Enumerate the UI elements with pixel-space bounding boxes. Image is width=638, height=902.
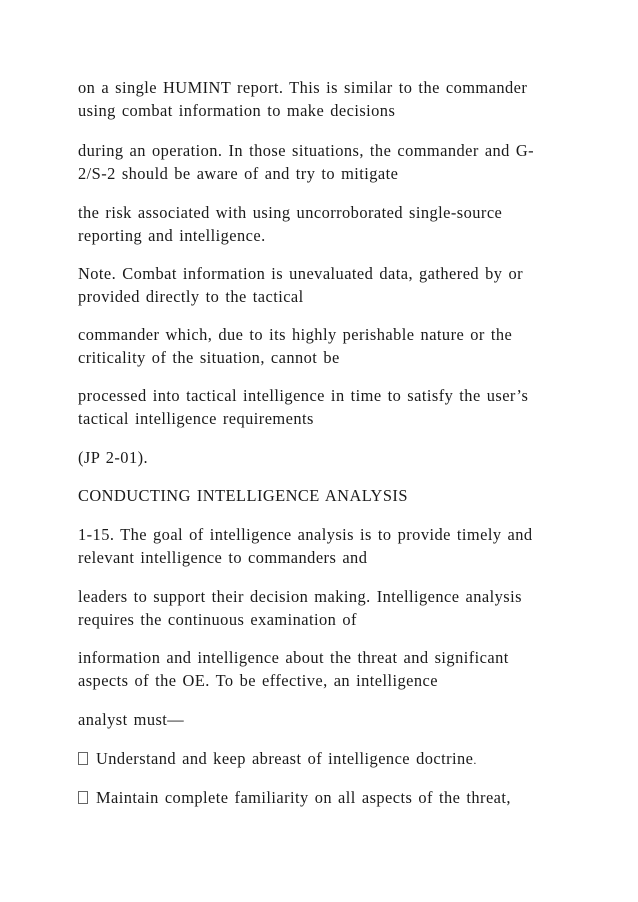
- text-line: criticality of the situation, cannot be: [78, 348, 340, 367]
- bullet-box-icon: [78, 752, 88, 765]
- paragraph-commander: [78, 323, 568, 369]
- paragraph-note: [78, 262, 568, 308]
- text-line: on a single HUMINT report. This is similar to the commander: [78, 78, 528, 97]
- text-line: using combat information to make decisions: [78, 101, 396, 120]
- text-line: 1-15. The goal of intelligence analysis is to provide timely and: [78, 525, 533, 544]
- paragraph-1-15: [78, 523, 568, 569]
- bullet-box-icon: [78, 791, 88, 804]
- section-heading-text: CONDUCTING INTELLIGENCE ANALYSIS: [78, 486, 408, 505]
- text-line: 2/S-2 should be aware of and try to mitigate: [78, 164, 399, 183]
- bullet-suffix: .: [473, 753, 477, 767]
- paragraph-humint-report: [78, 76, 568, 122]
- text-line: tactical intelligence requirements: [78, 409, 314, 428]
- text-line: commander which, due to its highly perishable nature or the: [78, 325, 513, 344]
- paragraph-during-operation: [78, 139, 568, 185]
- text-line: during an operation. In those situations, the commander and G-: [78, 141, 535, 160]
- paragraph-processed: [78, 384, 568, 430]
- bullet-text: Understand and keep abreast of intelligence doctrine: [96, 749, 474, 768]
- section-heading: [78, 484, 568, 507]
- text-line: reporting and intelligence.: [78, 226, 266, 245]
- paragraph-leaders: [78, 585, 568, 631]
- text-line: Note. Combat information is unevaluated data, gathered by or: [78, 264, 524, 283]
- text-line: relevant intelligence to commanders and: [78, 548, 368, 567]
- bullet-text: Maintain complete familiarity on all aspects of the threat,: [96, 788, 511, 807]
- text-line: aspects of the OE. To be effective, an intelligence: [78, 671, 438, 690]
- text-line: processed into tactical intelligence in time to satisfy the user’s: [78, 386, 529, 405]
- text-line: provided directly to the tactical: [78, 287, 304, 306]
- text-line: information and intelligence about the threat and significant: [78, 648, 509, 667]
- paragraph-risk: [78, 201, 568, 247]
- text-line: analyst must—: [78, 710, 185, 729]
- bullet-item: [78, 747, 568, 772]
- text-line: (JP 2-01).: [78, 448, 149, 467]
- bullet-item: [78, 786, 568, 809]
- text-line: the risk associated with using uncorroborated single-source: [78, 203, 503, 222]
- text-line: leaders to support their decision making. Intelligence analysis: [78, 587, 522, 606]
- paragraph-analyst-must: [78, 708, 568, 731]
- paragraph-information: [78, 646, 568, 692]
- text-line: requires the continuous examination of: [78, 610, 357, 629]
- paragraph-citation: [78, 446, 568, 469]
